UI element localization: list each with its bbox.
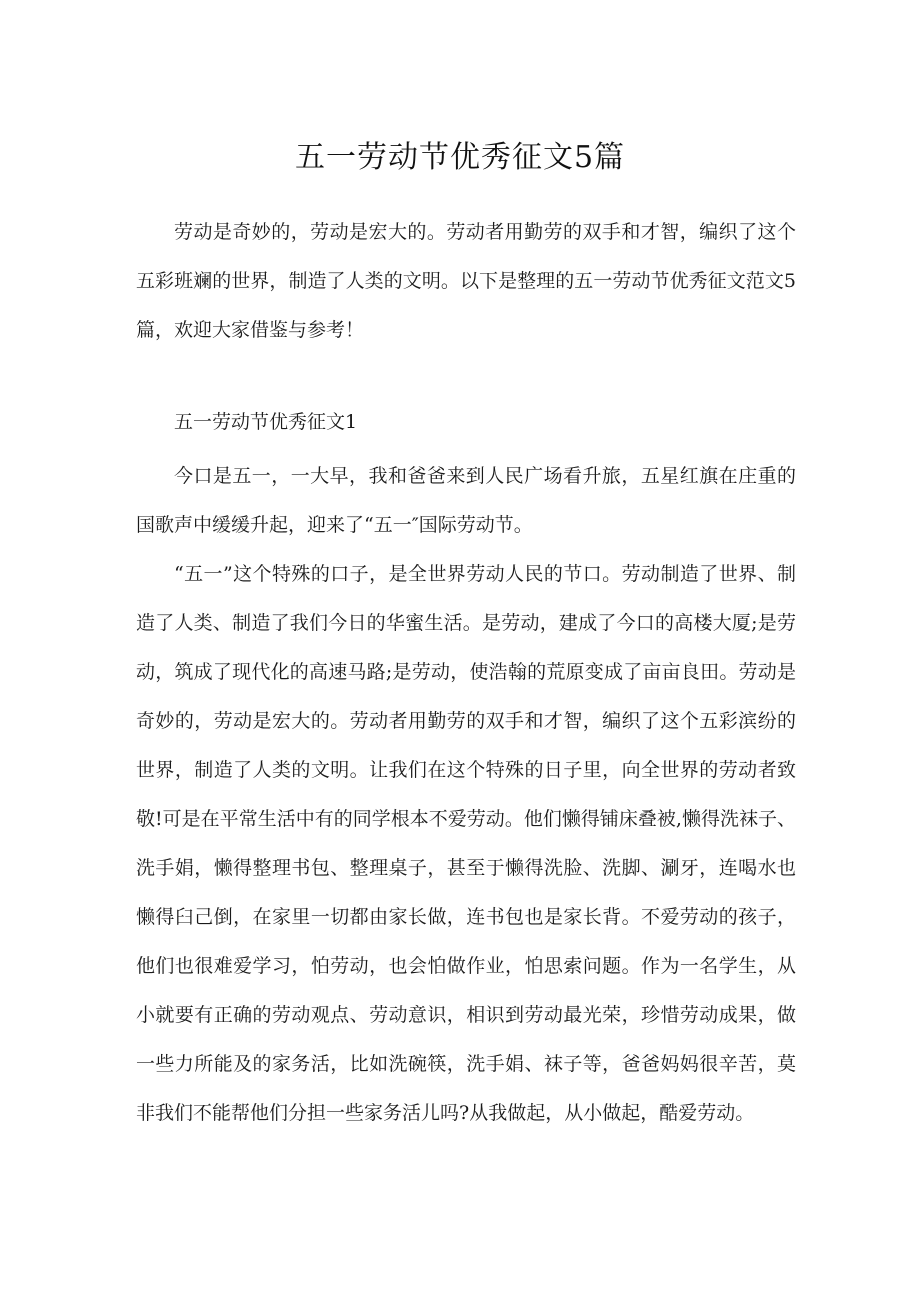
document-title: 五一劳动节优秀征文5篇 [294,140,626,175]
body-paragraph: 今口是五一，一大早，我和爸爸来到人民广场看升旅，五星红旗在庄重的国歌声中缓缓升起，迎来了“五一″国际劳动节。 [136,465,796,536]
intro-paragraph: 劳动是奇妙的，劳动是宏大的。劳动者用勤劳的双手和才智，编织了这个五彩班斓的世界，制造了人类的文明。以下是整理的五一劳动节优秀征文范文5篇，欢迎大家借鉴与参考！ [136,221,796,341]
section-heading: 五一劳动节优秀征文1 [174,411,358,433]
body-paragraph: “五一”这个特殊的口子，是全世界劳动人民的节口。劳动制造了世界、制造了人类、制造了我们今日的华蜜生活。是劳动，建成了今口的高楼大厦;是劳动，筑成了现代化的高速马路;是劳动，使浩翰的荒原变成了亩亩良田。劳动是奇妙的，劳动是宏大的。劳动者用勤劳的双手和才智，编织了这个五彩滨纷的世界，制造了人类的文明。让我们在这个特殊的日子里，向全世界的劳动者致敬!可是在平常生活中有的同学根本不爱劳动。他们懒得铺床叠被,懒得洗袜子、洗手娟，懒得整理书包、整理桌子，甚至于懒得洗脸、洗脚、涮牙，连喝水也懒得臼己倒，在家里一切都由家长做，连书包也是家长背。不爱劳动的孩子，他们也很难爱学习，怕劳动，也会怕做作业，怕思索问题。作为一名学生，从小就要有正确的劳动观点、劳动意识，相识到劳动最光荣，珍惜劳动成果，做一些力所能及的家务活，比如洗碗筷，洗手娟、袜子等，爸爸妈妈很辛苦，莫非我们不能帮他们分担一些家务活儿吗?从我做起，从小做起，酷爱劳动。 [136,563,796,1124]
